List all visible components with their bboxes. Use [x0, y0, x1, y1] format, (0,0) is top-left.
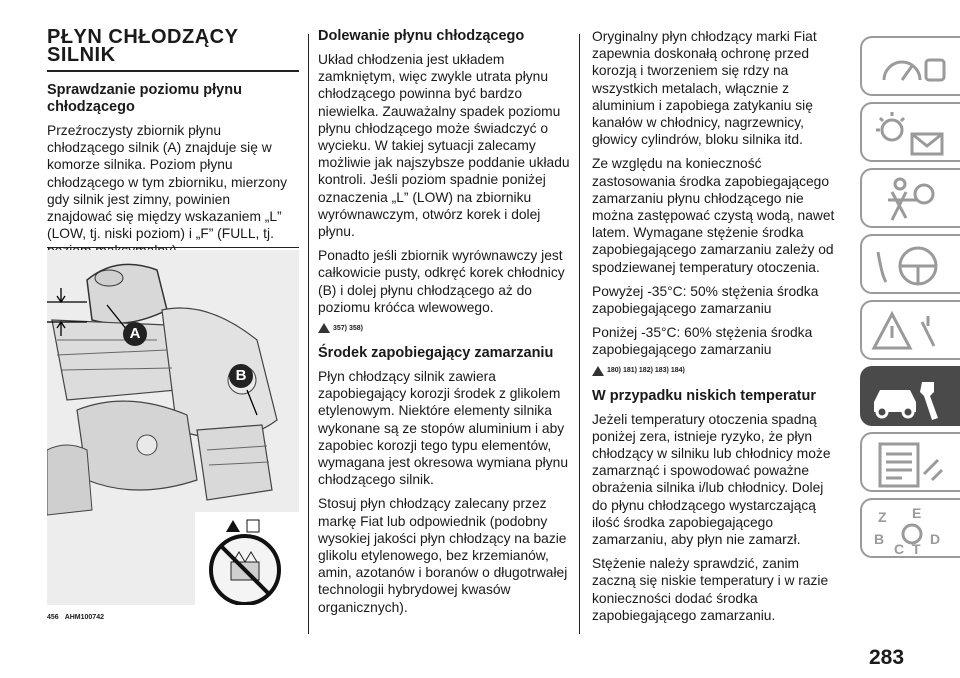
title-divider	[47, 70, 299, 72]
column-divider	[579, 34, 580, 634]
chapter-tab-maintenance[interactable]	[860, 366, 960, 426]
dashboard-gauge-icon	[862, 38, 960, 98]
figure-caption	[47, 614, 110, 621]
section-heading-low-temperatures: W przypadku niskich temperatur	[592, 387, 816, 404]
chapter-tab-index[interactable]	[860, 498, 960, 558]
engine-bay-illustration	[47, 250, 299, 605]
paragraph: Ponadto jeśli zbiornik wyrównawczy jest całkowicie pusty, odkręć korek chłodnicy (B) i dolej płynu chłodzącego aż do poziomu króćca wlewowego.	[318, 248, 565, 315]
paragraph: Jeżeli temperatury otoczenia spadną poniżej zera, istnieje ryzyko, że płyn chłodzący w silniku lub chłodnicy może zamarznąć i spowodować poważne obrażenia silnika i/lub chłodnicy. Dolej do płynu chłodzącego wystarczającą ilość środka zapobiegającego zamarzaniu, aby płyn nie zamarzł.	[592, 411, 831, 548]
right-column	[592, 28, 842, 631]
chapter-tab-specifications[interactable]	[860, 432, 960, 492]
alphabetical-index-icon	[862, 500, 960, 560]
section-heading-topping-up: Dolewanie płynu chłodzącego	[318, 28, 525, 44]
specifications-list-icon	[862, 434, 960, 494]
lights-message-icon	[862, 104, 960, 164]
figure-top-divider	[47, 247, 299, 248]
chapter-tab-driving[interactable]	[860, 234, 960, 294]
paragraph: Stosuj płyn chłodzący zalecany przez markę Fiat lub odpowiednik (podobny wysokiej jakości płyn chłodzący na bazie glikolu etylenowego, bez krzemianów, amin, azotanów i boranów o długotrwałej technologii hybrydowej kwasów organicznych).	[318, 496, 568, 615]
warning-reference-numbers: 180) 181) 182) 183) 184)	[607, 367, 685, 375]
paragraph: Oryginalny płyn chłodzący marki Fiat zapewnia doskonałą ochronę przed korozją i tworzeniem się rdzy na wszystkich metalach, włącznie z aluminium i zapobiega zatykaniu się kanałów w chłodnicy, nagrzewnicy, głowicy cylindrów, bloku silnika itd.	[592, 29, 817, 148]
section-heading-check-level: Sprawdzanie poziomu płynu chłodzącego	[47, 82, 242, 115]
chapter-tab-lights[interactable]	[860, 102, 960, 162]
svg-text:B: B	[874, 531, 885, 547]
svg-text:C: C	[894, 541, 905, 557]
warning-reference	[592, 366, 842, 376]
paragraph: Powyżej -35°C: 50% stężenia środka zapobiegającego zamarzaniu	[592, 283, 819, 317]
middle-column	[318, 28, 570, 623]
paragraph: Ze względu na konieczność zastosowania środka zapobiegającego zamarzaniu płynu chłodzącego nie można zastępować czystą wodą, nawet latem. Wymagane stężenie środka zapobiegającego zamarzaniu zależy od spodziewanej temperatury otoczenia.	[592, 156, 835, 275]
warning-reference-numbers: 357) 358)	[333, 324, 363, 332]
paragraph: Poniżej -35°C: 60% stężenia środka zapobiegającego zamarzaniu	[592, 325, 813, 358]
warning-reference	[318, 323, 570, 333]
callout-b: B	[229, 364, 253, 388]
chapter-tab-safety[interactable]	[860, 168, 960, 228]
svg-text:T: T	[912, 541, 921, 557]
paragraph: Przeźroczysty zbiornik płynu chłodzącego silnik (A) znajduje się w komorze silnika. Poziom płynu chłodzącego w tym zbiorniku, mierzony gdy silnik jest zimny, powinien znajdować się między wskazaniem „L” (LOW, tj. niski poziom) i „F” (FULL, tj.	[47, 123, 288, 242]
section-heading-antifreeze: Środek zapobiegający zamarzaniu	[318, 345, 554, 362]
page-title	[47, 28, 299, 64]
column-divider	[308, 34, 309, 634]
paragraph: Płyn chłodzący silnik zawiera zapobiegający korozji środek z glikolem etylenowym. Niektóre elementy silnika wykonane są ze stopów aluminium i aby zapobiec korozji tego typu elementów, wymagana jest okresowa wymiana płynu chłodzącego silnik.	[318, 369, 568, 488]
title-line-2: SILNIK	[47, 44, 116, 66]
paragraph: Stężenie należy sprawdzić, zanim zaczną się niskie temperatury i w razie konieczności dodać środka zapobiegającego zamarzaniu.	[592, 556, 829, 623]
car-maintenance-icon	[862, 368, 960, 428]
title-line-1: PŁYN CHŁODZĄCY	[47, 26, 239, 48]
steering-wheel-icon	[862, 236, 960, 296]
warning-triangle-icon	[318, 323, 330, 333]
svg-text:Z: Z	[878, 509, 887, 525]
svg-text:E: E	[912, 505, 922, 521]
svg-text:D: D	[930, 531, 941, 547]
warning-triangle-icon	[592, 366, 604, 376]
chapter-tab-dashboard[interactable]	[860, 36, 960, 96]
figure-number: 456	[47, 614, 59, 621]
page-number: 283	[869, 646, 905, 669]
callout-a: A	[123, 322, 147, 346]
paragraph: Układ chłodzenia jest układem zamkniętym, więc zwykle utrata płynu chłodzącego powinna być bardzo niewielka. Zauważalny spadek poziomu płynu chłodzącego może świadczyć o wycieku. W takiej sytuacji zalecamy możliwie jak najszybsze poddanie układu kontroli. Jeśli poziom spadnie poniżej oznaczenia „L” (LOW) na zbiorniku wyrównawczym, otwórz korek i dolej płynu.	[318, 52, 570, 240]
engine-bay-figure	[47, 250, 299, 605]
figure-code: AHM100742	[64, 614, 104, 621]
left-column	[47, 28, 299, 267]
warning-triangle-icon	[862, 302, 960, 362]
chapter-tab-emergency[interactable]	[860, 300, 960, 360]
seatbelt-airbag-icon	[862, 170, 960, 230]
